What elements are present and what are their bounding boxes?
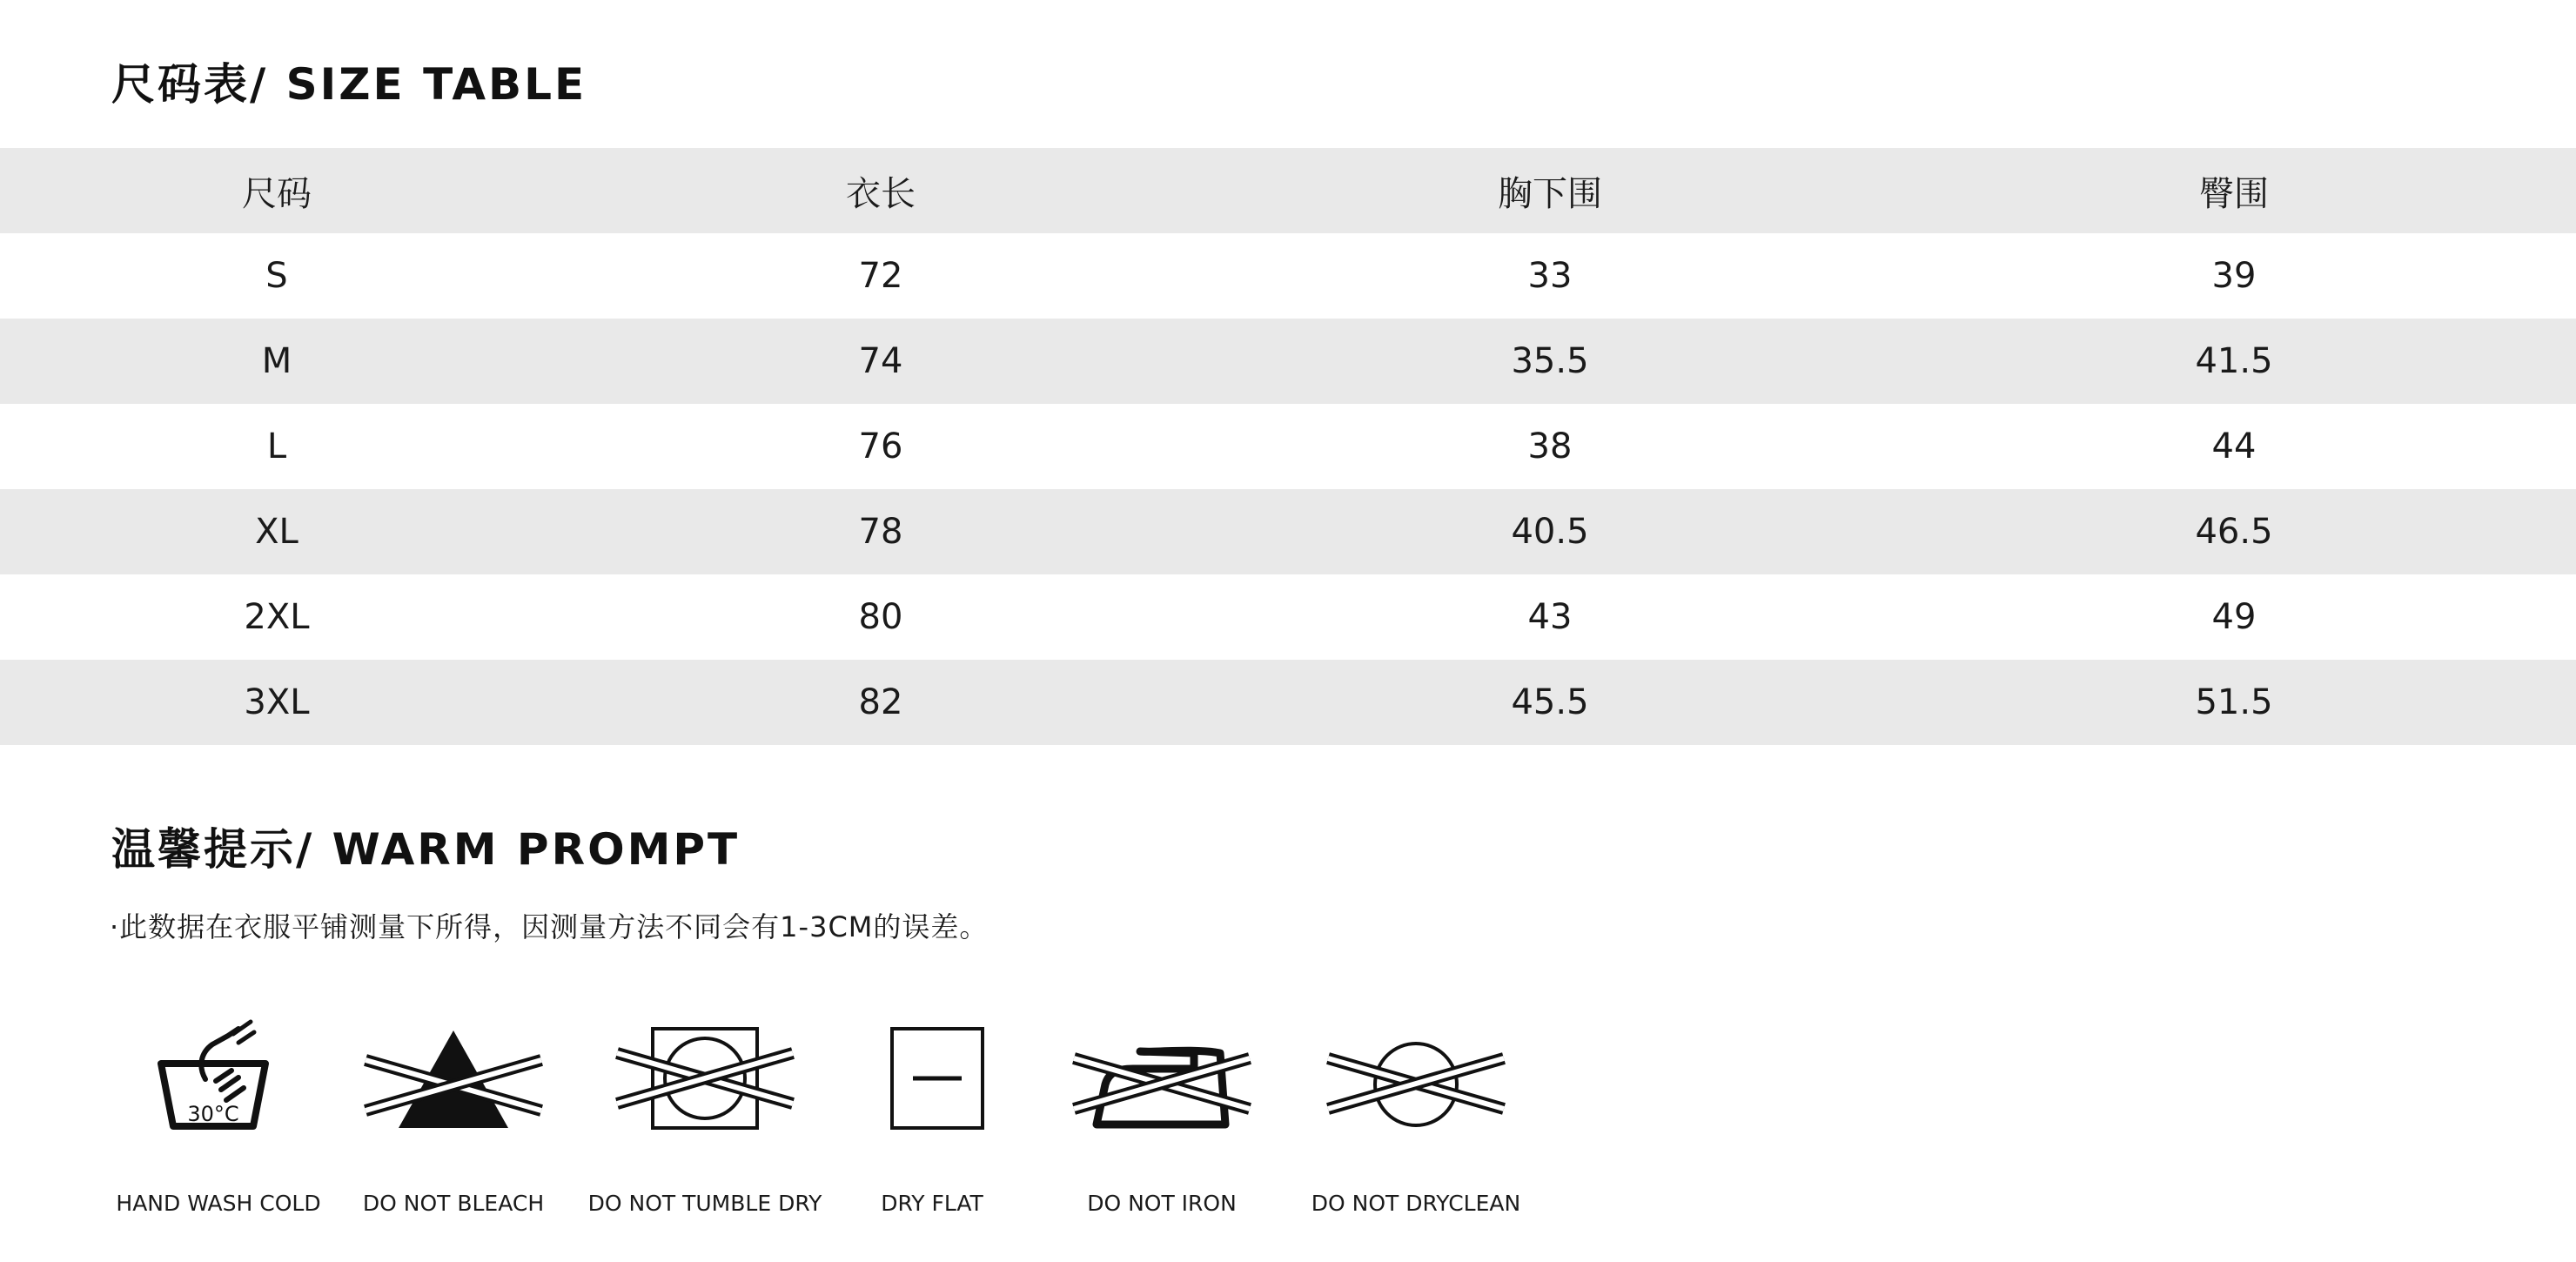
cell-hip: 44 — [2211, 426, 2257, 467]
size-table-header-row — [0, 148, 2576, 233]
size-table — [0, 148, 2576, 745]
no-bleach-label: DO NOT BLEACH — [362, 1191, 545, 1216]
header-underbust: 胸下围 — [1498, 173, 1602, 214]
cell-size: S — [265, 256, 288, 296]
no-dryclean-label: DO NOT DRYCLEAN — [1311, 1191, 1521, 1216]
cell-length: 78 — [858, 512, 903, 552]
size-table-title: 尺码表/ SIZE TABLE — [111, 59, 587, 110]
cell-size: XL — [255, 512, 299, 552]
cell-length: 74 — [858, 341, 903, 381]
header-length: 衣长 — [846, 173, 916, 214]
cell-hip: 46.5 — [2195, 512, 2273, 552]
cell-size: M — [261, 341, 292, 381]
cell-underbust: 38 — [1527, 426, 1573, 467]
cell-hip: 41.5 — [2195, 341, 2273, 381]
table-row — [0, 489, 2576, 574]
no-iron-label: DO NOT IRON — [1087, 1191, 1237, 1216]
table-row — [0, 319, 2576, 404]
hand-wash-label: HAND WASH COLD — [116, 1191, 321, 1216]
no-dryclean-icon — [1326, 1041, 1506, 1128]
header-hip: 臀围 — [2199, 173, 2269, 214]
cell-length: 72 — [858, 256, 903, 296]
table-row — [0, 660, 2576, 745]
wash-temperature-label: 30°C — [187, 1102, 239, 1126]
dry-flat-label: DRY FLAT — [881, 1191, 983, 1216]
cell-hip: 51.5 — [2195, 682, 2273, 722]
cell-underbust: 43 — [1527, 597, 1573, 637]
cell-underbust: 45.5 — [1511, 682, 1589, 722]
dry-flat-icon — [889, 1027, 985, 1131]
no-tumble-dry-icon — [615, 1027, 795, 1131]
table-row — [0, 233, 2576, 319]
warm-prompt-title: 温馨提示/ WARM PROMPT — [111, 824, 741, 875]
cell-length: 80 — [858, 597, 903, 637]
no-bleach-icon — [364, 1027, 543, 1131]
cell-underbust: 35.5 — [1511, 341, 1589, 381]
header-size: 尺码 — [242, 173, 312, 214]
cell-length: 76 — [858, 426, 903, 467]
cell-size: 2XL — [244, 597, 310, 637]
cell-length: 82 — [858, 682, 903, 722]
cell-hip: 49 — [2211, 597, 2257, 637]
cell-size: 3XL — [244, 682, 310, 722]
hand-wash-icon — [155, 1018, 272, 1135]
cell-underbust: 33 — [1527, 256, 1573, 296]
cell-underbust: 40.5 — [1511, 512, 1589, 552]
table-row — [0, 574, 2576, 660]
measurement-note: ·此数据在衣服平铺测量下所得，因测量方法不同会有1-3CM的误差。 — [110, 910, 989, 943]
no-tumble-dry-label: DO NOT TUMBLE DRY — [587, 1191, 822, 1216]
cell-size: L — [266, 426, 287, 467]
no-iron-icon — [1072, 1041, 1251, 1128]
table-row — [0, 404, 2576, 489]
cell-hip: 39 — [2211, 256, 2257, 296]
